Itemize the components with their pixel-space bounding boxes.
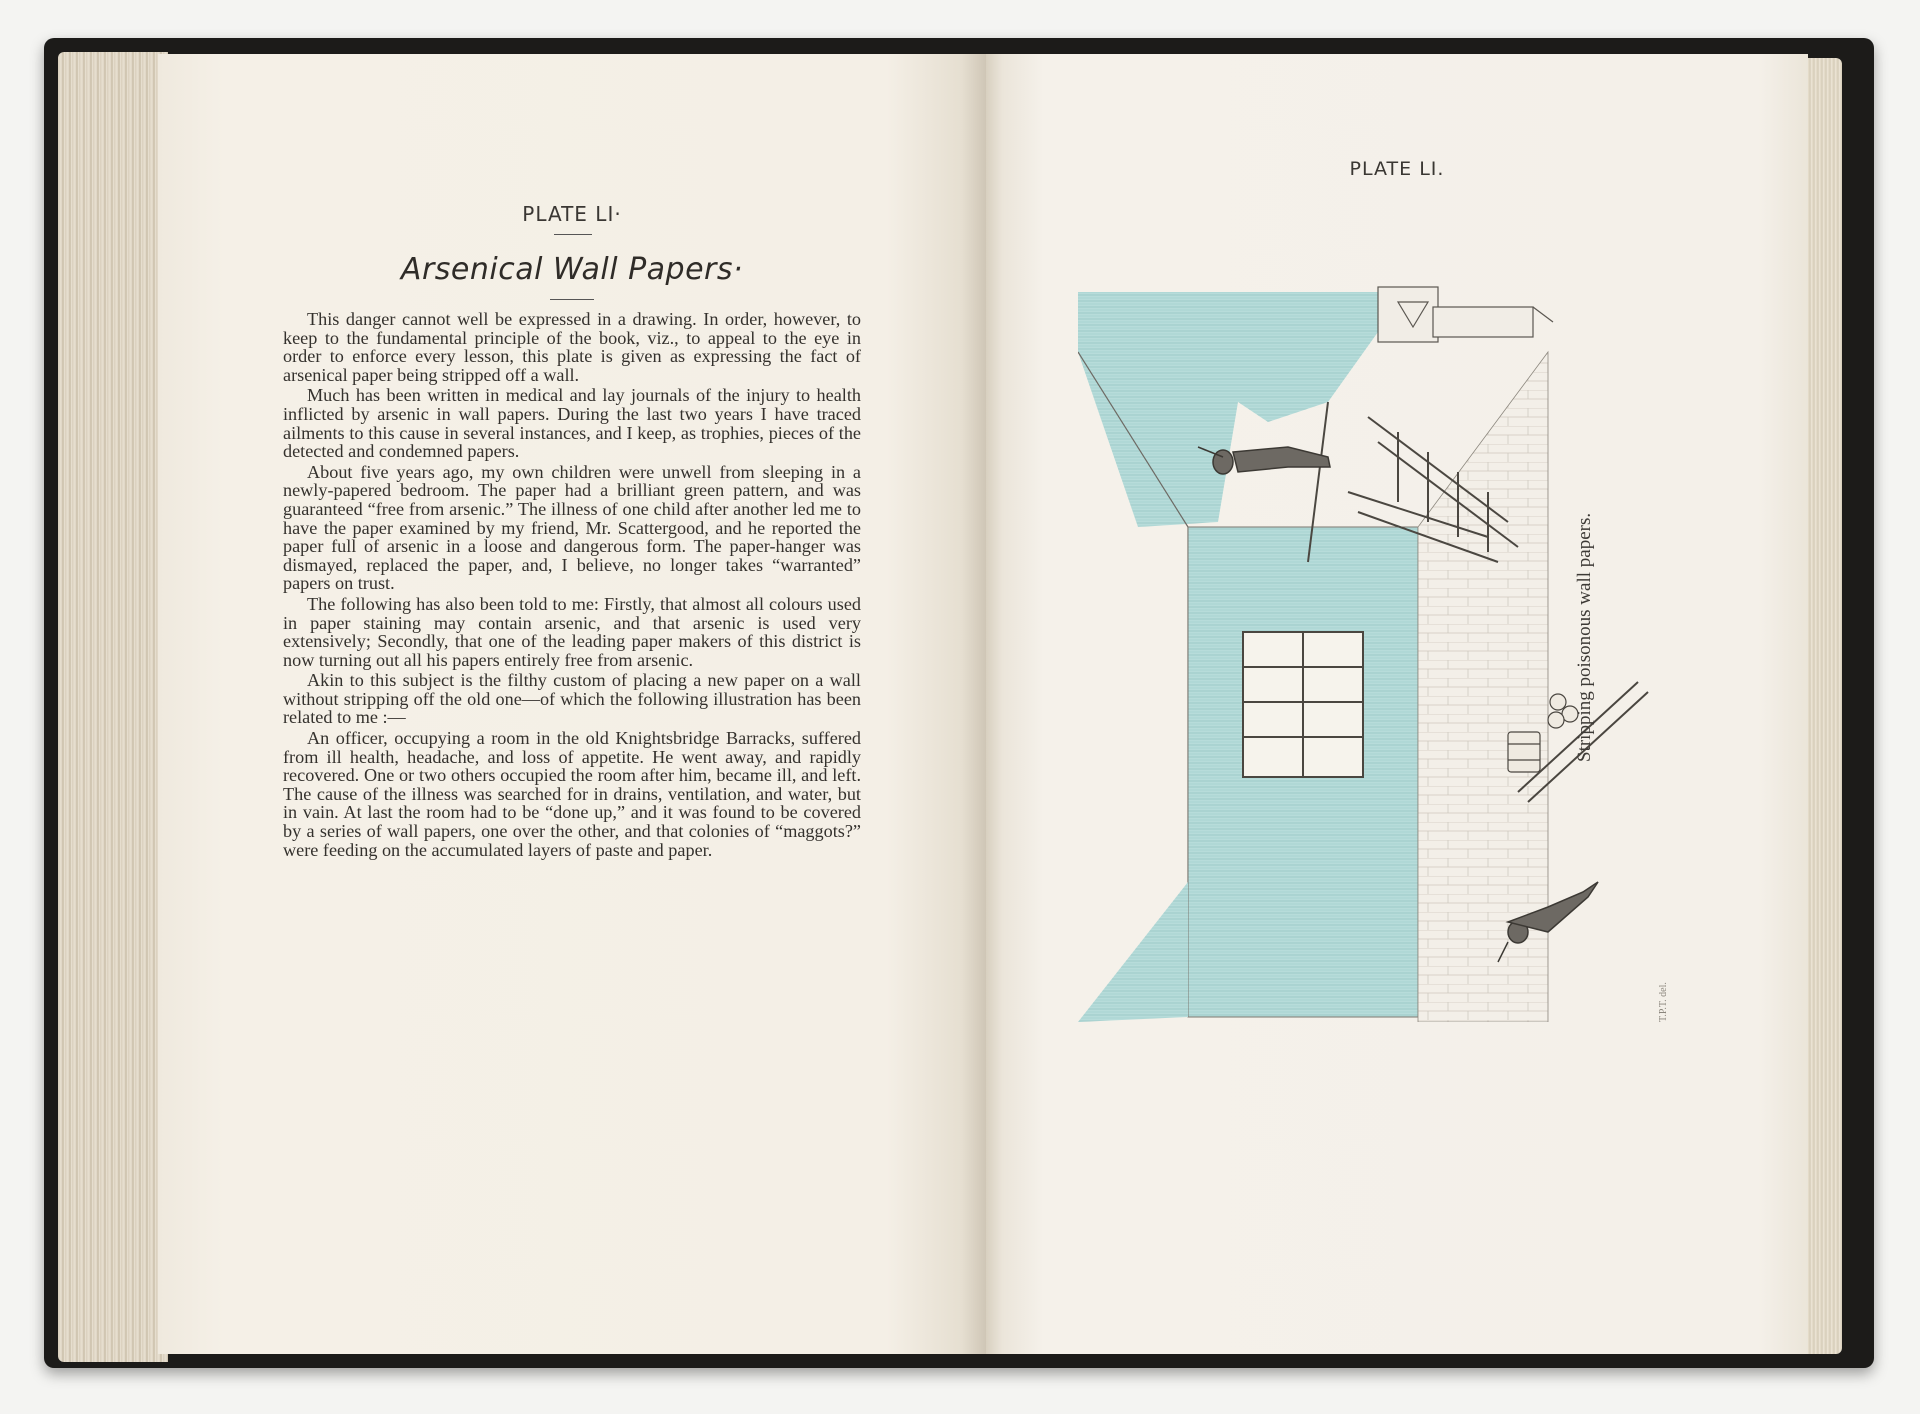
engraver-mark: T.P.T. del. xyxy=(1658,982,1669,1022)
heading-rule xyxy=(554,234,592,235)
plate-caption: Stripping poisonous wall papers. xyxy=(1574,512,1595,762)
plate-heading-right: PLATE LI. xyxy=(1349,158,1445,180)
right-page xyxy=(986,54,1808,1354)
paragraph: Much has been written in medical and lay journals of the injury to health inflicted by arsenic in wall papers. During the last two years I have traced ailments to this cause in several instances, and I keep, as trophies, pieces of the detected and condemned papers. xyxy=(283,385,861,462)
paragraph: This danger cannot well be expressed in a drawing. In order, however, to keep to the fundamental principle of the book, viz., to appeal to the eye in order to enforce every lesson, this plate is given as expressing the fact of arsenical paper being stripped off a wall. xyxy=(283,309,861,385)
window xyxy=(1243,632,1363,777)
worker-upper xyxy=(1198,447,1330,474)
left-page xyxy=(158,54,986,1354)
ceiling-cornice xyxy=(1378,287,1553,342)
paragraph: Akin to this subject is the filthy custom of placing a new paper on a wall without stripping off the old one—of which the following illustration has been related to me :— xyxy=(283,670,861,728)
title-rule xyxy=(550,299,594,300)
plate-heading-left: PLATE LI· xyxy=(522,202,622,226)
page-edges-left xyxy=(58,52,168,1362)
top-wall-paper xyxy=(1078,292,1378,527)
paragraph: An officer, occupying a room in the old Knightsbridge Barracks, suffered from ill health, headache, and loss of appetite. He went away, and rapidly recovered. One or two others occupied the room after him, became ill, and left. The cause of the illness was searched for in drains, ventilation, and water, but in vain. At last the room had to be “done up,” and it was found to be covered by a series of wall papers, one over the other, and that colonies of “maggots?” were feeding on the accumulated layers of paste and paper. xyxy=(283,728,861,860)
paragraph: The following has also been told to me: Firstly, that almost all colours used in paper staining may contain arsenic, and that arsenic is used very extensively; Secondly, that one of the leading paper makers of this district is now turning out all his papers entirely free from arsenic. xyxy=(283,593,861,670)
paragraph: About five years ago, my own children were unwell from sleeping in a newly-papered bedroom. The paper had a brilliant green pattern, and was guaranteed “free from arsenic.” The illness of one child after another led me to have the paper examined by my friend, Mr. Scattergood, and he reported the paper full of arsenic in a loose and dangerous form. The paper-hanger was dismayed, replaced the paper, and, I believe, no longer takes “warranted” papers on trust. xyxy=(283,461,861,594)
article-title: Arsenical Wall Papers· xyxy=(400,252,744,287)
lower-wall-paper xyxy=(1078,882,1188,1022)
article-body xyxy=(283,310,861,861)
